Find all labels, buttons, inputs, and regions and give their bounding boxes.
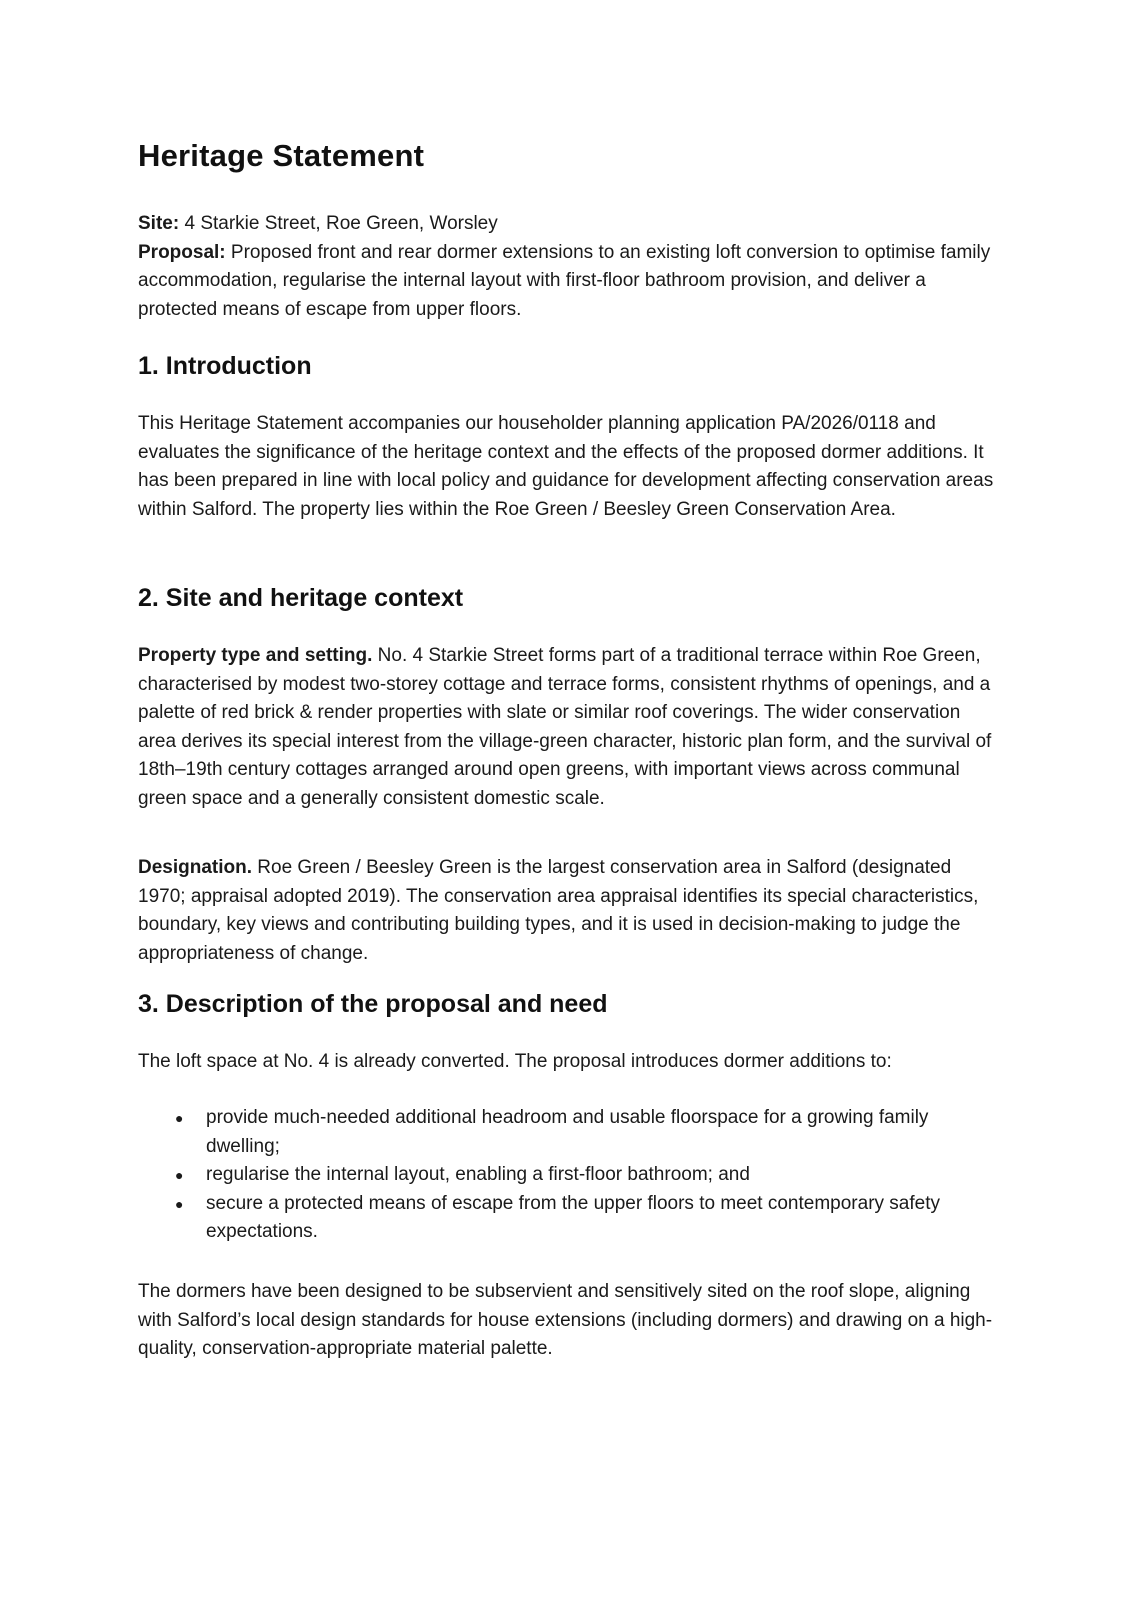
property-setting-section [138, 642, 998, 813]
designation-label: Designation. [138, 857, 253, 878]
designation-paragraph [138, 854, 998, 968]
property-setting-paragraph [138, 642, 998, 813]
page-title: Heritage Statement [138, 138, 425, 173]
site-label: Site: [138, 213, 180, 234]
proposal-intro-paragraph: The loft space at No. 4 is already converted. The proposal introduces dormer additions to: [138, 1051, 892, 1072]
list-item [138, 1161, 998, 1190]
list-item [138, 1104, 998, 1161]
bullet-icon: ● [175, 1195, 184, 1212]
bullet-icon: ● [175, 1167, 184, 1183]
site-line [138, 210, 998, 239]
property-setting-text: No. 4 Starkie Street forms part of a traditional terrace within Roe Green, characterised by modest two-storey cottage and terrace forms, consistent rhythms of openings, and a palette of red brick & render properties with slate or similar roof coverings. The wider conservation area derives its special interest from the village-green character, historic plan form, and the survival of 18th–19th century cottages arranged around open greens, with important views across communal green space and a generally consistent domestic scale. [138, 645, 992, 809]
document-meta [138, 210, 998, 324]
list-item [138, 1190, 998, 1247]
dormer-design-paragraph: The dormers have been designed to be subservient and sensitively sited on the roof slope, aligning with Salford’s local design standards for house extensions (including dormers) and drawing on a high-quality, conservation-appropriate material palette. [138, 1281, 993, 1359]
introduction-heading: 1. Introduction [138, 352, 312, 380]
bullet-icon: ● [175, 1110, 184, 1126]
site-context-heading: 2. Site and heritage context [138, 584, 464, 612]
property-setting-label: Property type and setting. [138, 645, 373, 666]
list-item-text: provide much-needed additional headroom and usable floorspace for a growing family dwelling; [206, 1107, 929, 1157]
designation-text: Roe Green / Beesley Green is the largest conservation area in Salford (designated 1970; appraisal adopted 2019). The conservation area appraisal identifies its special characteristics, boundary, key views and contributing building types, and it is used in decision-making to judge the appropriateness of change. [138, 857, 979, 964]
designation-section [138, 854, 998, 968]
proposal-intro-section [138, 1048, 998, 1077]
proposal-label: Proposal: [138, 241, 226, 263]
list-item-text: regularise the internal layout, enabling a first-floor bathroom; and [206, 1164, 750, 1185]
introduction-paragraph: This Heritage Statement accompanies our householder planning application PA/2026/0118 and evaluates the significance of the heritage context and the effects of the proposed dormer additions. It has been prepared in line with local policy and guidance for development affecting conservation areas within Salford. The property lies within the Roe Green / Beesley Green Conservation Area. [138, 413, 994, 520]
proposal-bullet-list [138, 1104, 998, 1247]
site-value: 4 Starkie Street, Roe Green, Worsley [184, 213, 498, 234]
proposal-value: Proposed front and rear dormer extensions to an existing loft conversion to optimise family accommodation, regularise the internal layout with first-floor bathroom provision, and deliver a protected means of escape from upper floors. [138, 241, 991, 320]
proposal-line [138, 239, 998, 325]
list-item-text: secure a protected means of escape from the upper floors to meet contemporary safety expectations. [206, 1192, 940, 1242]
introduction-section [138, 410, 998, 524]
proposal-description-heading: 3. Description of the proposal and need [138, 990, 608, 1018]
dormer-design-section [138, 1278, 998, 1364]
